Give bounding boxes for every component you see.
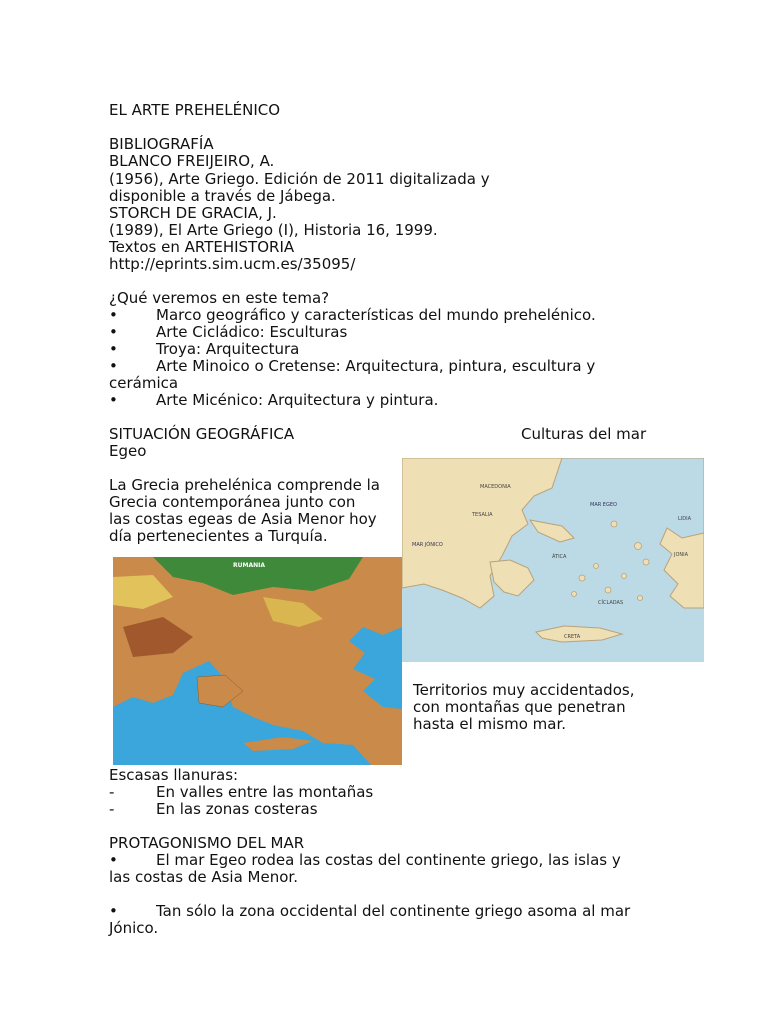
page-title: EL ARTE PREHELÉNICO bbox=[109, 101, 281, 119]
bullet: • bbox=[109, 323, 118, 341]
aegean-map bbox=[402, 458, 704, 662]
bullet: • bbox=[109, 391, 118, 409]
plains-text: En valles entre las montañas bbox=[156, 783, 374, 801]
bullet: • bbox=[109, 357, 118, 375]
bibliography-line: (1989), El Arte Griego (I), Historia 16, 1999. bbox=[109, 221, 438, 239]
topic-text: Arte Micénico: Arquitectura y pintura. bbox=[156, 391, 439, 409]
bibliography-heading: BIBLIOGRAFÍA bbox=[109, 135, 214, 153]
topic-item bbox=[109, 324, 347, 341]
region-label: JONIA bbox=[674, 552, 689, 558]
situation-heading: SITUACIÓN GEOGRÁFICA bbox=[109, 425, 295, 443]
topic-item bbox=[109, 392, 438, 409]
plains-item bbox=[109, 784, 373, 801]
topic-item bbox=[109, 341, 299, 358]
topic-text: Arte Cicládico: Esculturas bbox=[156, 323, 348, 341]
topic-text: Arte Minoico o Cretense: Arquitectura, pintura, escultura y bbox=[156, 357, 596, 375]
plains-heading: Escasas llanuras: bbox=[109, 766, 239, 784]
paragraph-line: las costas egeas de Asia Menor hoy bbox=[109, 510, 377, 528]
bibliography-line: (1956), Arte Griego. Edición de 2011 digitalizada y bbox=[109, 170, 490, 188]
bibliography-line: STORCH DE GRACIA, J. bbox=[109, 204, 277, 222]
sea-item bbox=[109, 903, 630, 920]
region-label: CÍCLADAS bbox=[598, 600, 624, 606]
dash: - bbox=[109, 800, 115, 818]
topic-item bbox=[109, 307, 596, 324]
sea-wrap: las costas de Asia Menor. bbox=[109, 868, 298, 886]
region-label: MACEDONIA bbox=[480, 484, 511, 490]
topic-wrap: cerámica bbox=[109, 374, 179, 392]
region-label: LIDIA bbox=[678, 516, 692, 522]
relief-map bbox=[113, 557, 402, 765]
sea-label: MAR EGEO bbox=[590, 502, 617, 508]
paragraph-line: Grecia contemporánea junto con bbox=[109, 493, 356, 511]
topics-question: ¿Qué veremos en este tema? bbox=[109, 289, 330, 307]
sea-text: Tan sólo la zona occidental del continente griego asoma al mar bbox=[156, 902, 631, 920]
bullet: • bbox=[109, 851, 118, 869]
bullet: • bbox=[109, 306, 118, 324]
bibliography-line: Textos en ARTEHISTORIA bbox=[109, 238, 295, 256]
topic-item bbox=[109, 358, 595, 375]
map-caption: Culturas del mar bbox=[521, 425, 647, 443]
country-label: RUMANIA bbox=[233, 562, 266, 569]
topic-text: Marco geográfico y características del mundo prehelénico. bbox=[156, 306, 596, 324]
region-label: CRETA bbox=[564, 634, 581, 640]
sea-heading: PROTAGONISMO DEL MAR bbox=[109, 834, 305, 852]
map-caption-wrap: Egeo bbox=[109, 442, 147, 460]
paragraph-line: día pertenecientes a Turquía. bbox=[109, 527, 328, 545]
plains-text: En las zonas costeras bbox=[156, 800, 318, 818]
territory-line: hasta el mismo mar. bbox=[413, 715, 567, 733]
territory-line: Territorios muy accidentados, bbox=[413, 681, 635, 699]
region-label: ÁTICA bbox=[552, 554, 567, 560]
paragraph-line: La Grecia prehelénica comprende la bbox=[109, 476, 380, 494]
bullet: • bbox=[109, 902, 118, 920]
dash: - bbox=[109, 783, 115, 801]
territory-line: con montañas que penetran bbox=[413, 698, 626, 716]
bibliography-line: disponible a través de Jábega. bbox=[109, 187, 336, 205]
sea-label: MAR JÓNICO bbox=[412, 542, 443, 548]
sea-item bbox=[109, 852, 621, 869]
topic-text: Troya: Arquitectura bbox=[156, 340, 300, 358]
plains-item bbox=[109, 801, 318, 818]
bibliography-url[interactable]: http://eprints.sim.ucm.es/35095/ bbox=[109, 255, 356, 273]
sea-text: El mar Egeo rodea las costas del continente griego, las islas y bbox=[156, 851, 621, 869]
bullet: • bbox=[109, 340, 118, 358]
sea-wrap: Jónico. bbox=[109, 919, 159, 937]
bibliography-line: BLANCO FREIJEIRO, A. bbox=[109, 152, 275, 170]
region-label: TESALIA bbox=[472, 512, 493, 518]
